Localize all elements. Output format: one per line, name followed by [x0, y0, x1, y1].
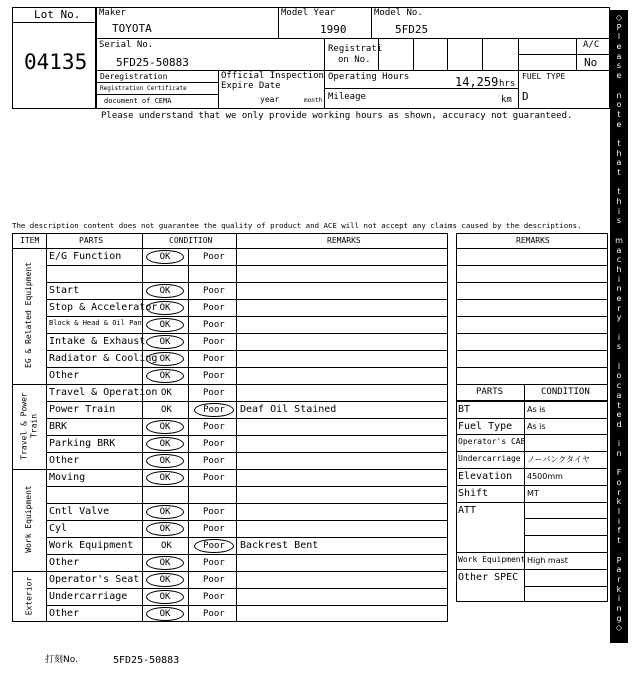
table-row-divider — [46, 299, 448, 300]
spec-row-divider — [456, 418, 608, 419]
lot-divider — [12, 22, 96, 23]
poor-option[interactable]: Poor — [203, 507, 225, 517]
spec-part-label: Operator's CAB — [458, 437, 526, 447]
ac-label: A/C — [583, 40, 600, 50]
sidebar-char: t — [617, 536, 621, 546]
sidebar-char: a — [616, 565, 622, 575]
header-row-divider-1 — [96, 38, 610, 39]
poor-option[interactable]: Poor — [203, 252, 225, 262]
sidebar-char: e — [616, 119, 622, 129]
sidebar-char: o — [616, 100, 622, 110]
sidebar-char: r — [617, 574, 621, 584]
poor-option[interactable]: Poor — [203, 337, 225, 347]
hrs-unit: hrs — [499, 79, 516, 89]
part-label: Cyl — [49, 523, 68, 534]
sidebar-char: l — [617, 361, 621, 371]
table-row-divider — [46, 486, 448, 487]
sidebar-char: h — [616, 264, 622, 274]
ok-option[interactable]: OK — [146, 607, 184, 621]
sidebar-char: s — [616, 61, 622, 71]
part-label: Work Equipment — [49, 540, 134, 551]
spec-value: 4500mm — [527, 472, 563, 481]
spec-part-label: Other SPEC — [458, 571, 519, 583]
model-no-value: 5FD25 — [395, 23, 429, 36]
spec-part-label: Work Equipment — [458, 555, 526, 564]
table-row-divider — [46, 452, 448, 453]
sidebar-char: t — [617, 109, 621, 119]
lot-no-label: Lot No. — [34, 8, 81, 21]
operating-hours-value: 14,259 — [455, 75, 499, 89]
sidebar-char: P — [616, 22, 622, 32]
sidebar-char: a — [616, 245, 622, 255]
sidebar-char: r — [617, 487, 621, 497]
sidebar-char: P — [616, 555, 622, 565]
sidebar-char: k — [616, 584, 622, 594]
ok-option[interactable]: OK — [161, 405, 172, 415]
ok-option[interactable]: OK — [146, 250, 184, 264]
table-row-divider — [46, 367, 448, 368]
part-label: Stop & Accelerator — [49, 302, 158, 313]
remarks-header-divider — [456, 248, 608, 249]
sidebar-char: a — [616, 158, 622, 168]
table-row-divider — [46, 401, 448, 402]
table-row-divider — [46, 418, 448, 419]
sidebar-char: f — [617, 526, 621, 536]
poor-option[interactable]: Poor — [203, 303, 225, 313]
model-year-label: Model Year — [281, 8, 336, 18]
table-row-divider — [46, 333, 448, 334]
poor-option[interactable]: Poor — [203, 524, 225, 534]
sidebar-char: a — [616, 390, 622, 400]
table-row-divider — [46, 503, 448, 504]
ok-option[interactable]: OK — [146, 369, 184, 383]
table-row-divider — [46, 537, 448, 538]
col-condition-header: CONDITION — [169, 236, 213, 245]
col-item-header: ITEM — [20, 236, 40, 245]
poor-option[interactable]: Poor — [203, 320, 225, 330]
part-label: Cntl Valve — [49, 506, 110, 517]
spec-row-divider — [456, 401, 608, 402]
poor-option[interactable]: Poor — [203, 286, 225, 296]
ok-option[interactable]: OK — [146, 420, 184, 434]
ok-option[interactable]: OK — [146, 284, 184, 298]
table-row-divider — [46, 588, 448, 589]
ac-divider — [518, 54, 610, 55]
remarks-row-divider — [456, 282, 608, 283]
poor-option[interactable]: Poor — [203, 592, 225, 602]
part-label: Intake & Exhaust — [49, 336, 146, 347]
part-label: Radiator & Cooling — [49, 353, 158, 364]
spec-row-divider — [456, 451, 608, 452]
spec-value: MT — [527, 488, 539, 498]
group-label: Exterior — [24, 576, 33, 615]
group-label: EG & Related Equipment — [24, 262, 33, 368]
spec-part-label: Fuel Type — [458, 420, 513, 432]
registration-no-label-2: on No. — [338, 55, 371, 65]
ok-option[interactable]: OK — [146, 505, 184, 519]
spec-row-divider — [456, 569, 608, 570]
fuel-type-value: D — [522, 90, 529, 103]
column-divider — [142, 233, 143, 622]
part-label: Undercarriage — [49, 591, 128, 602]
sidebar-char: s — [616, 342, 622, 352]
sidebar-char: n — [616, 603, 622, 613]
column-divider — [46, 233, 47, 622]
sidebar-char: g — [616, 613, 622, 623]
part-label: Parking BRK — [49, 438, 116, 449]
official-inspection-label-2: Expire Date — [221, 81, 281, 91]
remark-text: Backrest Bent — [240, 540, 319, 551]
spec-part-label: Elevation — [458, 471, 513, 482]
model-no-label: Model No. — [374, 8, 423, 18]
sidebar-char: h — [616, 197, 622, 207]
ok-option[interactable]: OK — [146, 318, 184, 332]
part-label: Start — [49, 285, 80, 296]
sidebar-char: e — [616, 293, 622, 303]
sidebar-char: t — [617, 187, 621, 197]
sidebar-char: k — [616, 497, 622, 507]
spec-part-label: Undercarriage — [458, 454, 521, 464]
part-label: Block & Head & Oil Pan — [49, 319, 142, 327]
month-label: month — [304, 97, 323, 104]
sidebar-char: t — [617, 400, 621, 410]
header-divider — [12, 248, 448, 249]
table-row-divider — [46, 554, 448, 555]
spec-col-condition: CONDITION — [541, 387, 590, 397]
v-registration — [324, 38, 325, 109]
spec-subrow-divider — [524, 535, 608, 536]
poor-option[interactable]: Poor — [194, 403, 234, 417]
ok-option[interactable]: OK — [146, 437, 184, 451]
sidebar-char: r — [617, 303, 621, 313]
deregistration-label: Deregistration — [100, 72, 168, 81]
spec-value: As is — [527, 421, 546, 431]
poor-option[interactable]: Poor — [203, 609, 225, 619]
poor-option[interactable]: Poor — [203, 354, 225, 364]
part-label: Other — [49, 455, 80, 466]
spec-row-divider — [456, 434, 608, 435]
poor-option[interactable]: Poor — [203, 439, 225, 449]
poor-option[interactable]: Poor — [203, 422, 225, 432]
sidebar-char: e — [616, 71, 622, 81]
sidebar-char: l — [617, 507, 621, 517]
sidebar-char: i — [617, 332, 621, 342]
v-ac-2 — [576, 38, 577, 70]
sidebar-char: d — [616, 419, 622, 429]
registration-certificate-label: Registration Certificate — [100, 85, 187, 92]
remarks-row-divider — [456, 316, 608, 317]
table-row-divider — [12, 571, 448, 572]
poor-option[interactable]: Poor — [203, 388, 225, 398]
ok-option[interactable]: OK — [146, 573, 184, 587]
remarks-title: REMARKS — [516, 236, 550, 245]
stamp-value: 5FD25-50883 — [113, 655, 180, 666]
remark-text: Deaf Oil Stained — [240, 404, 337, 415]
remarks-row-divider — [456, 350, 608, 351]
col-remarks-header: REMARKS — [327, 236, 361, 245]
v-model-no — [371, 7, 372, 38]
ok-option[interactable]: OK — [146, 454, 184, 468]
v-reg-1 — [378, 38, 379, 70]
ok-option[interactable]: OK — [161, 541, 172, 551]
part-label: Operator's Seat — [49, 574, 140, 585]
poor-option[interactable]: Poor — [203, 473, 225, 483]
fuel-type-label: FUEL TYPE — [522, 72, 566, 81]
sidebar-char: e — [616, 410, 622, 420]
v-reg-3 — [447, 38, 448, 70]
sidebar-char: i — [617, 439, 621, 449]
spec-subrow-divider — [524, 518, 608, 519]
spec-part-label: Shift — [458, 487, 489, 499]
table-row-divider — [46, 265, 448, 266]
sidebar-char: F — [616, 468, 622, 478]
poor-option[interactable]: Poor — [203, 575, 225, 585]
remarks-row-divider — [456, 265, 608, 266]
poor-option[interactable]: Poor — [194, 539, 234, 553]
part-label: Travel & Operation — [49, 387, 158, 398]
v-official — [218, 70, 219, 109]
part-label: Other — [49, 608, 80, 619]
sidebar-char: ◇ — [615, 623, 623, 633]
lot-no-value: 04135 — [24, 50, 88, 74]
remarks-row-divider — [456, 367, 608, 368]
maker-label: Maker — [99, 8, 127, 18]
table-row-divider — [46, 316, 448, 317]
document-of-cema-label: document of CEMA — [104, 97, 172, 105]
sidebar-char: l — [617, 32, 621, 42]
mileage-label: Mileage — [328, 92, 366, 102]
part-label: BRK — [49, 421, 68, 432]
group-label: Work Equipment — [24, 485, 33, 553]
col-parts-header: PARTS — [79, 236, 104, 245]
spec-part-label: ATT — [458, 504, 477, 516]
official-inspection-label-1: Official Inspection — [221, 71, 324, 81]
table-row-divider — [12, 384, 448, 385]
model-year-value: 1990 — [320, 23, 347, 36]
dereg-divider-2 — [96, 94, 218, 95]
sidebar-char: o — [616, 371, 622, 381]
poor-option[interactable]: Poor — [203, 371, 225, 381]
remarks-row-divider — [456, 299, 608, 300]
sidebar-char: o — [616, 478, 622, 487]
poor-option[interactable]: Poor — [203, 456, 225, 466]
ok-option[interactable]: OK — [146, 556, 184, 570]
spec-row-divider — [456, 502, 608, 503]
column-divider — [236, 233, 237, 622]
registration-no-label-1: Registrati — [328, 44, 383, 54]
sidebar-char: t — [617, 168, 621, 177]
part-label: E/G Function — [49, 251, 122, 262]
sidebar-char: i — [617, 516, 621, 526]
v-model-year — [278, 7, 279, 38]
spec-row-divider — [456, 468, 608, 469]
ok-option[interactable]: OK — [146, 301, 184, 315]
sidebar-char: c — [616, 255, 622, 265]
stamp-label: 打刻No. — [45, 655, 78, 665]
sidebar-char: y — [616, 313, 622, 323]
serial-no-label: Serial No. — [99, 40, 154, 50]
sidebar-char: i — [617, 274, 621, 284]
ok-option[interactable]: OK — [146, 471, 184, 485]
spec-part-label: BT — [458, 403, 471, 415]
table-row-divider — [46, 282, 448, 283]
ac-value: No — [584, 56, 598, 69]
remarks-border — [456, 233, 608, 401]
spec-col-parts: PARTS — [476, 387, 504, 397]
maker-value: TOYOTA — [112, 22, 152, 35]
sidebar-char: s — [616, 216, 622, 226]
sidebar-char: e — [616, 42, 622, 52]
ok-option[interactable]: OK — [146, 335, 184, 349]
part-label: Moving — [49, 472, 86, 483]
table-row-divider — [46, 435, 448, 436]
group-label: Travel & Power — [19, 391, 28, 460]
v-ac — [518, 38, 519, 109]
sidebar-char: m — [615, 235, 623, 245]
serial-no-value: 5FD25-50883 — [116, 56, 189, 69]
spec-value: ノーパンクタイヤ — [527, 455, 590, 465]
sidebar-char: n — [616, 90, 622, 100]
ok-option[interactable]: OK — [146, 590, 184, 604]
km-unit: km — [501, 95, 512, 105]
sidebar-char: i — [617, 206, 621, 216]
sidebar-char: i — [617, 594, 621, 604]
sidebar-char: h — [616, 148, 622, 158]
table-row-divider — [46, 520, 448, 521]
spec-row-divider — [456, 485, 608, 486]
poor-option[interactable]: Poor — [203, 558, 225, 568]
table-row-divider — [46, 350, 448, 351]
spec-value: High mast — [527, 556, 568, 565]
header-row-divider-2 — [96, 70, 610, 71]
sidebar-char: ◇ — [615, 13, 623, 22]
sidebar-char: n — [616, 448, 622, 458]
sidebar-char: c — [616, 381, 622, 391]
v-reg-2 — [413, 38, 414, 70]
part-label: Power Train — [49, 404, 116, 415]
sidebar-char: a — [616, 51, 622, 61]
sidebar-char: n — [616, 284, 622, 294]
dereg-divider-1 — [96, 82, 218, 83]
spec-row-divider — [456, 552, 608, 553]
v-reg-4 — [482, 38, 483, 70]
spec-value: As is — [527, 404, 546, 414]
year-label: year — [260, 95, 280, 104]
ok-option[interactable]: OK — [161, 388, 172, 398]
disclaimer: The description content does not guarantee the quality of product and ACE will not accept any claims caused by the descriptions. — [12, 221, 582, 230]
group-label: Train — [29, 413, 38, 438]
sidebar-char: t — [617, 138, 621, 148]
location-notice-sidebar — [610, 10, 628, 643]
hours-notice: Please understand that we only provide working hours as shown, accuracy not guaranteed. — [101, 111, 573, 121]
part-label: Other — [49, 557, 80, 568]
remarks-row-divider — [456, 333, 608, 334]
ok-option[interactable]: OK — [146, 352, 184, 366]
operating-hours-label: Operating Hours — [328, 72, 410, 82]
table-row-divider — [46, 605, 448, 606]
ok-option[interactable]: OK — [146, 522, 184, 536]
spec-subrow-divider — [524, 586, 608, 587]
table-row-divider — [12, 469, 448, 470]
part-label: Other — [49, 370, 80, 381]
